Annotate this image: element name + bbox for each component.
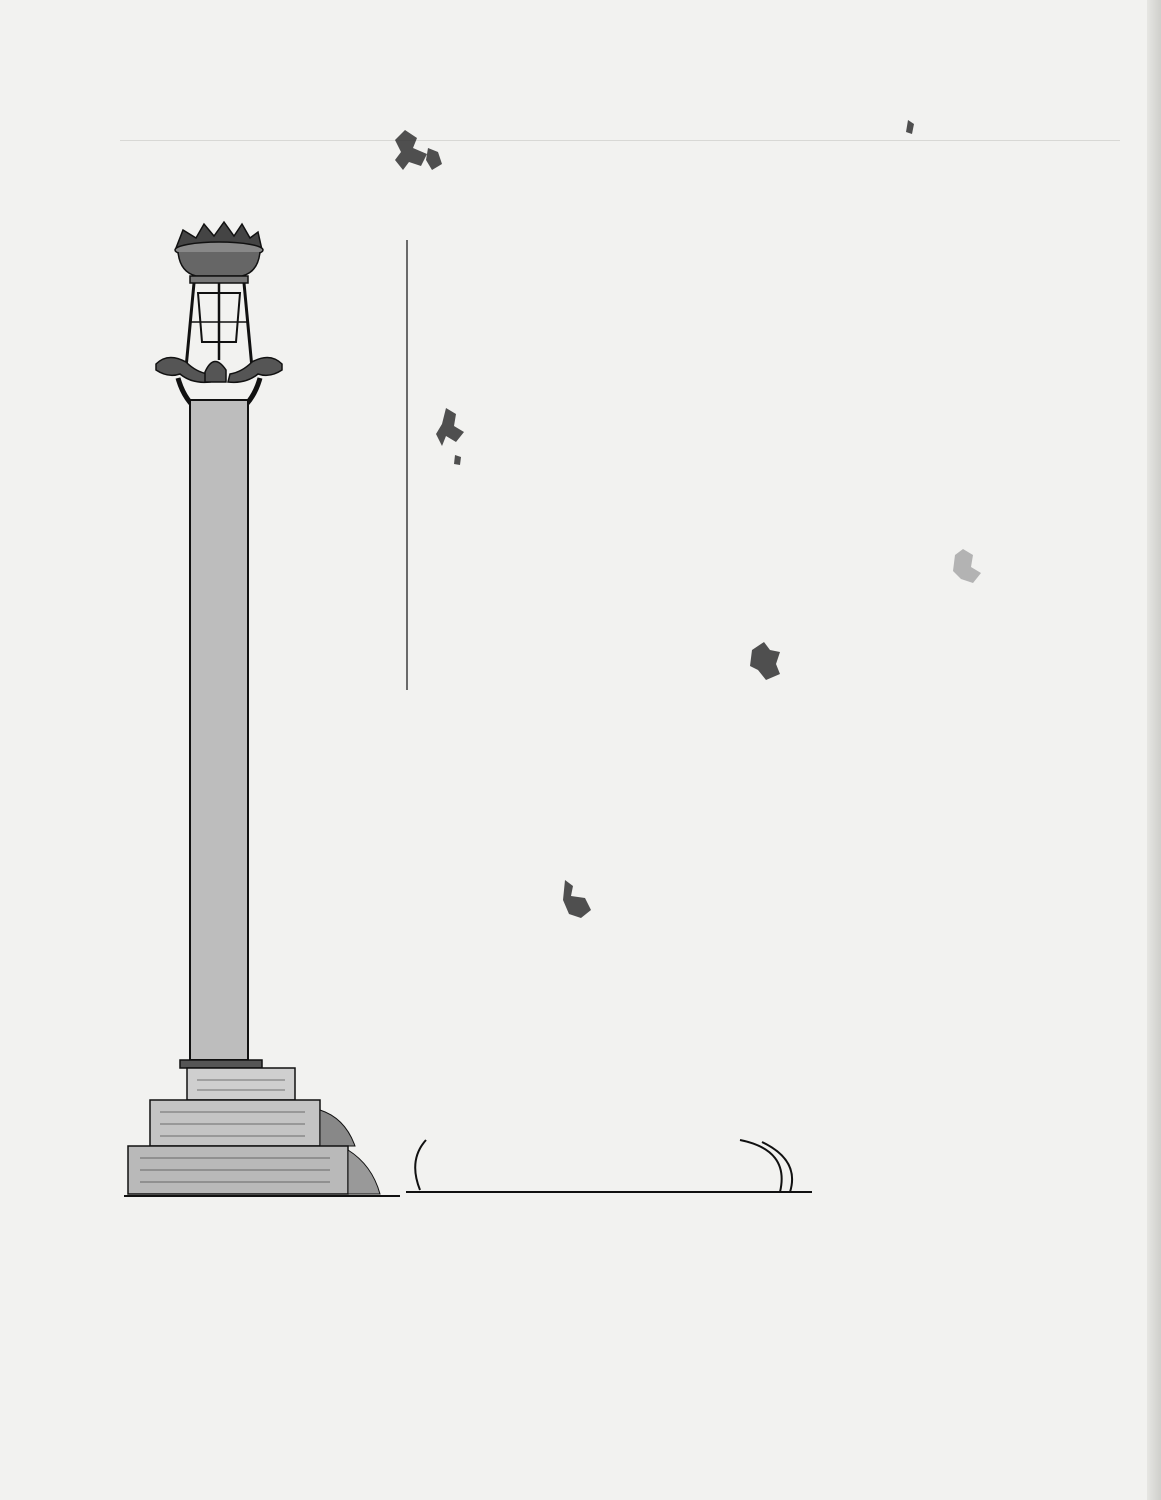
figure-caption (150, 1235, 1010, 1243)
serpent-coils-drawing (395, 120, 981, 1192)
ink-stains (395, 120, 914, 918)
serpent-column-drawing (124, 222, 400, 1196)
